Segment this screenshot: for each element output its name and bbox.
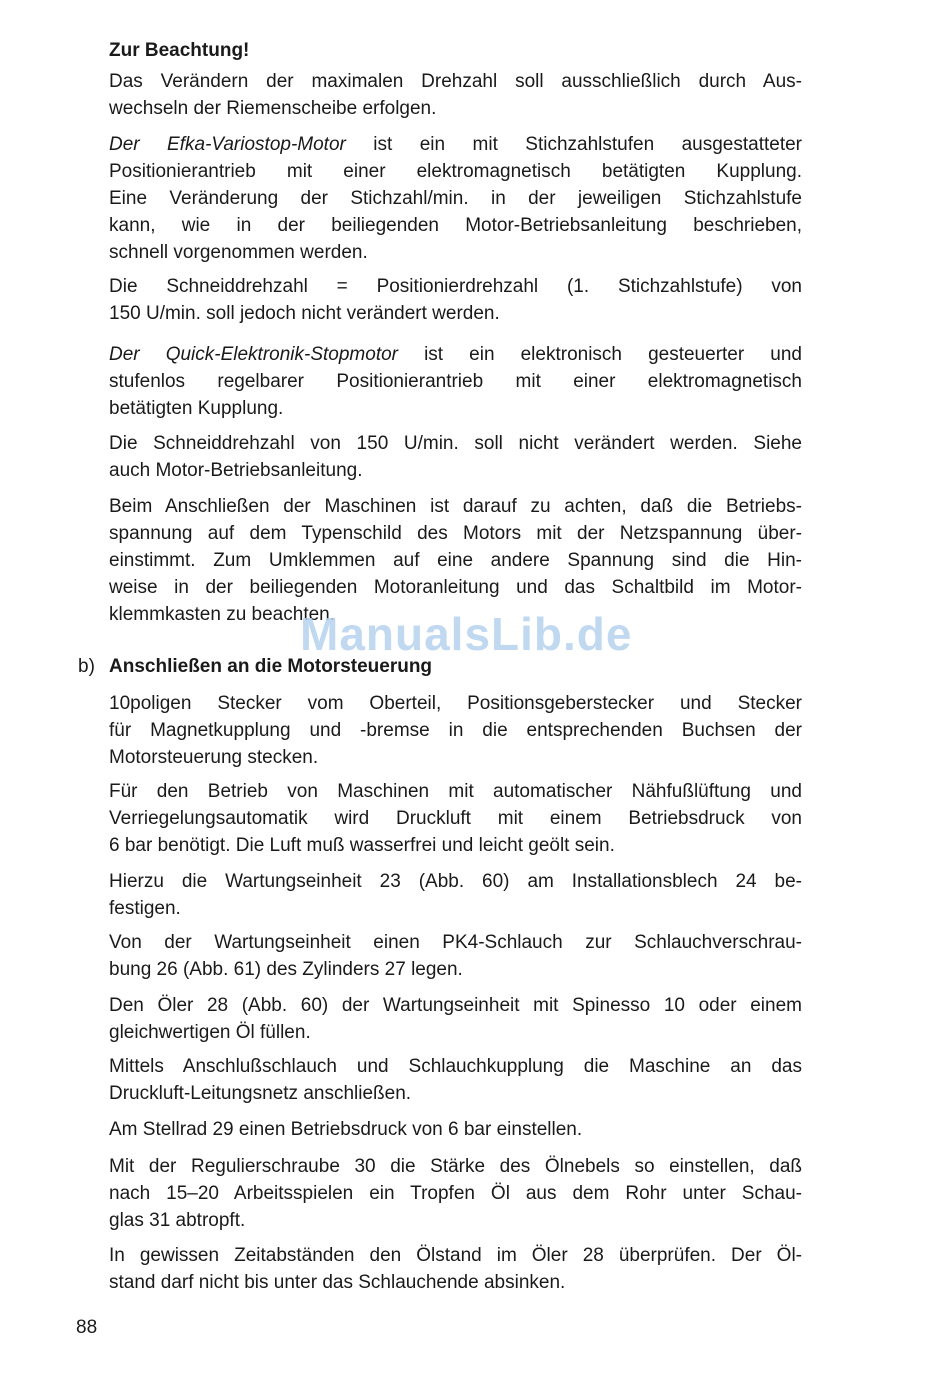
text-line: weise in der beiliegenden Motoranleitung und das Schaltbild im Motor- bbox=[109, 577, 802, 598]
text-line: Die Schneiddrehzahl von 150 U/min. soll nicht verändert werden. Siehe bbox=[109, 433, 802, 454]
notice-paragraph-1 bbox=[109, 68, 802, 122]
notice-paragraph-2 bbox=[109, 131, 802, 266]
text-line: Verriegelungsautomatik wird Druckluft mit einem Betriebsdruck von bbox=[109, 808, 802, 829]
text-line: 6 bar benötigt. Die Luft muß wasserfrei und leicht geölt sein. bbox=[109, 835, 615, 856]
text-line: stufenlos regelbarer Positionierantrieb mit einer elektromagnetisch bbox=[109, 371, 802, 392]
text-line: Positionierantrieb mit einer elektromagnetisch betätigten Kupplung. bbox=[109, 161, 802, 182]
notice-paragraph-3 bbox=[109, 273, 802, 327]
section-paragraph-7 bbox=[109, 1116, 802, 1143]
section-paragraph-4 bbox=[109, 929, 802, 983]
text-line: In gewissen Zeitabständen den Ölstand im Öler 28 überprüfen. Der Öl- bbox=[109, 1245, 802, 1266]
text-line: Mit der Regulierschraube 30 die Stärke des Ölnebels so einstellen, daß bbox=[109, 1156, 802, 1177]
section-paragraph-1 bbox=[109, 690, 802, 771]
text-line: stand darf nicht bis unter das Schlauchende absinken. bbox=[109, 1272, 566, 1293]
section-paragraph-8 bbox=[109, 1153, 802, 1234]
text-line: Druckluft-Leitungsnetz anschließen. bbox=[109, 1083, 412, 1104]
text-line bbox=[109, 341, 802, 368]
text-line: Am Stellrad 29 einen Betriebsdruck von 6 bar einstellen. bbox=[109, 1119, 583, 1140]
text-line: Motorsteuerung stecken. bbox=[109, 747, 319, 768]
section-heading: Anschließen an die Motorsteuerung bbox=[109, 656, 433, 677]
text-line: Hierzu die Wartungseinheit 23 (Abb. 60) am Installationsblech 24 be- bbox=[109, 871, 802, 892]
motor-name-quick: Der Quick-Elektronik-Stopmotor bbox=[109, 344, 398, 365]
text-line: spannung auf dem Typenschild des Motors mit der Netzspannung über- bbox=[109, 523, 802, 544]
text-line bbox=[109, 131, 802, 158]
text-line: schnell vorgenommen werden. bbox=[109, 242, 368, 263]
text-line: nach 15–20 Arbeitsspielen ein Tropfen Öl aus dem Rohr unter Schau- bbox=[109, 1183, 802, 1204]
text-line: kann, wie in der beiliegenden Motor-Betriebsanleitung beschrieben, bbox=[109, 215, 802, 236]
text-line: wechseln der Riemenscheibe erfolgen. bbox=[109, 98, 437, 119]
section-paragraph-5 bbox=[109, 992, 802, 1046]
text-line: bung 26 (Abb. 61) des Zylinders 27 legen. bbox=[109, 959, 463, 980]
section-marker: b) bbox=[78, 656, 95, 677]
text-line: Das Verändern der maximalen Drehzahl soll ausschließlich durch Aus- bbox=[109, 71, 802, 92]
text-line: Beim Anschließen der Maschinen ist darauf zu achten, daß die Betriebs- bbox=[109, 496, 802, 517]
notice-paragraph-4 bbox=[109, 341, 802, 422]
text-span: ist ein mit Stichzahlstufen ausgestatteter bbox=[345, 134, 802, 155]
section-paragraph-9 bbox=[109, 1242, 802, 1296]
watermark: ManualsLib.de bbox=[300, 608, 633, 660]
text-line: Für den Betrieb von Maschinen mit automatischer Nähfußlüftung und bbox=[109, 781, 802, 802]
text-line: klemmkasten zu beachten. bbox=[109, 604, 336, 625]
section-paragraph-2 bbox=[109, 778, 802, 859]
text-line: für Magnetkupplung und -bremse in die entsprechenden Buchsen der bbox=[109, 720, 802, 741]
text-line: einstimmt. Zum Umklemmen auf eine andere Spannung sind die Hin- bbox=[109, 550, 802, 571]
text-line: glas 31 abtropft. bbox=[109, 1210, 246, 1231]
notice-heading: Zur Beachtung! bbox=[109, 40, 250, 61]
text-line: 150 U/min. soll jedoch nicht verändert werden. bbox=[109, 303, 500, 324]
text-line: gleichwertigen Öl füllen. bbox=[109, 1022, 311, 1043]
text-line: festigen. bbox=[109, 898, 181, 919]
text-line: Den Öler 28 (Abb. 60) der Wartungseinheit mit Spinesso 10 oder einem bbox=[109, 995, 802, 1016]
text-line: Von der Wartungseinheit einen PK4-Schlauch zur Schlauchverschrau- bbox=[109, 932, 802, 953]
text-line: Die Schneiddrehzahl = Positionierdrehzahl (1. Stichzahlstufe) von bbox=[109, 276, 802, 297]
section-paragraph-6 bbox=[109, 1053, 802, 1107]
page-number: 88 bbox=[76, 1317, 98, 1338]
text-line: 10poligen Stecker vom Oberteil, Positionsgeberstecker und Stecker bbox=[109, 693, 802, 714]
text-line: Mittels Anschlußschlauch und Schlauchkupplung die Maschine an das bbox=[109, 1056, 802, 1077]
notice-paragraph-5 bbox=[109, 430, 802, 484]
section-paragraph-3 bbox=[109, 868, 802, 922]
text-line: Eine Veränderung der Stichzahl/min. in der jeweiligen Stichzahlstufe bbox=[109, 188, 802, 209]
motor-name-efka: Der Efka-Variostop-Motor bbox=[109, 134, 346, 155]
text-span: ist ein elektronisch gesteuerter und bbox=[398, 344, 802, 365]
text-line: auch Motor-Betriebsanleitung. bbox=[109, 460, 363, 481]
text-line: betätigten Kupplung. bbox=[109, 398, 284, 419]
